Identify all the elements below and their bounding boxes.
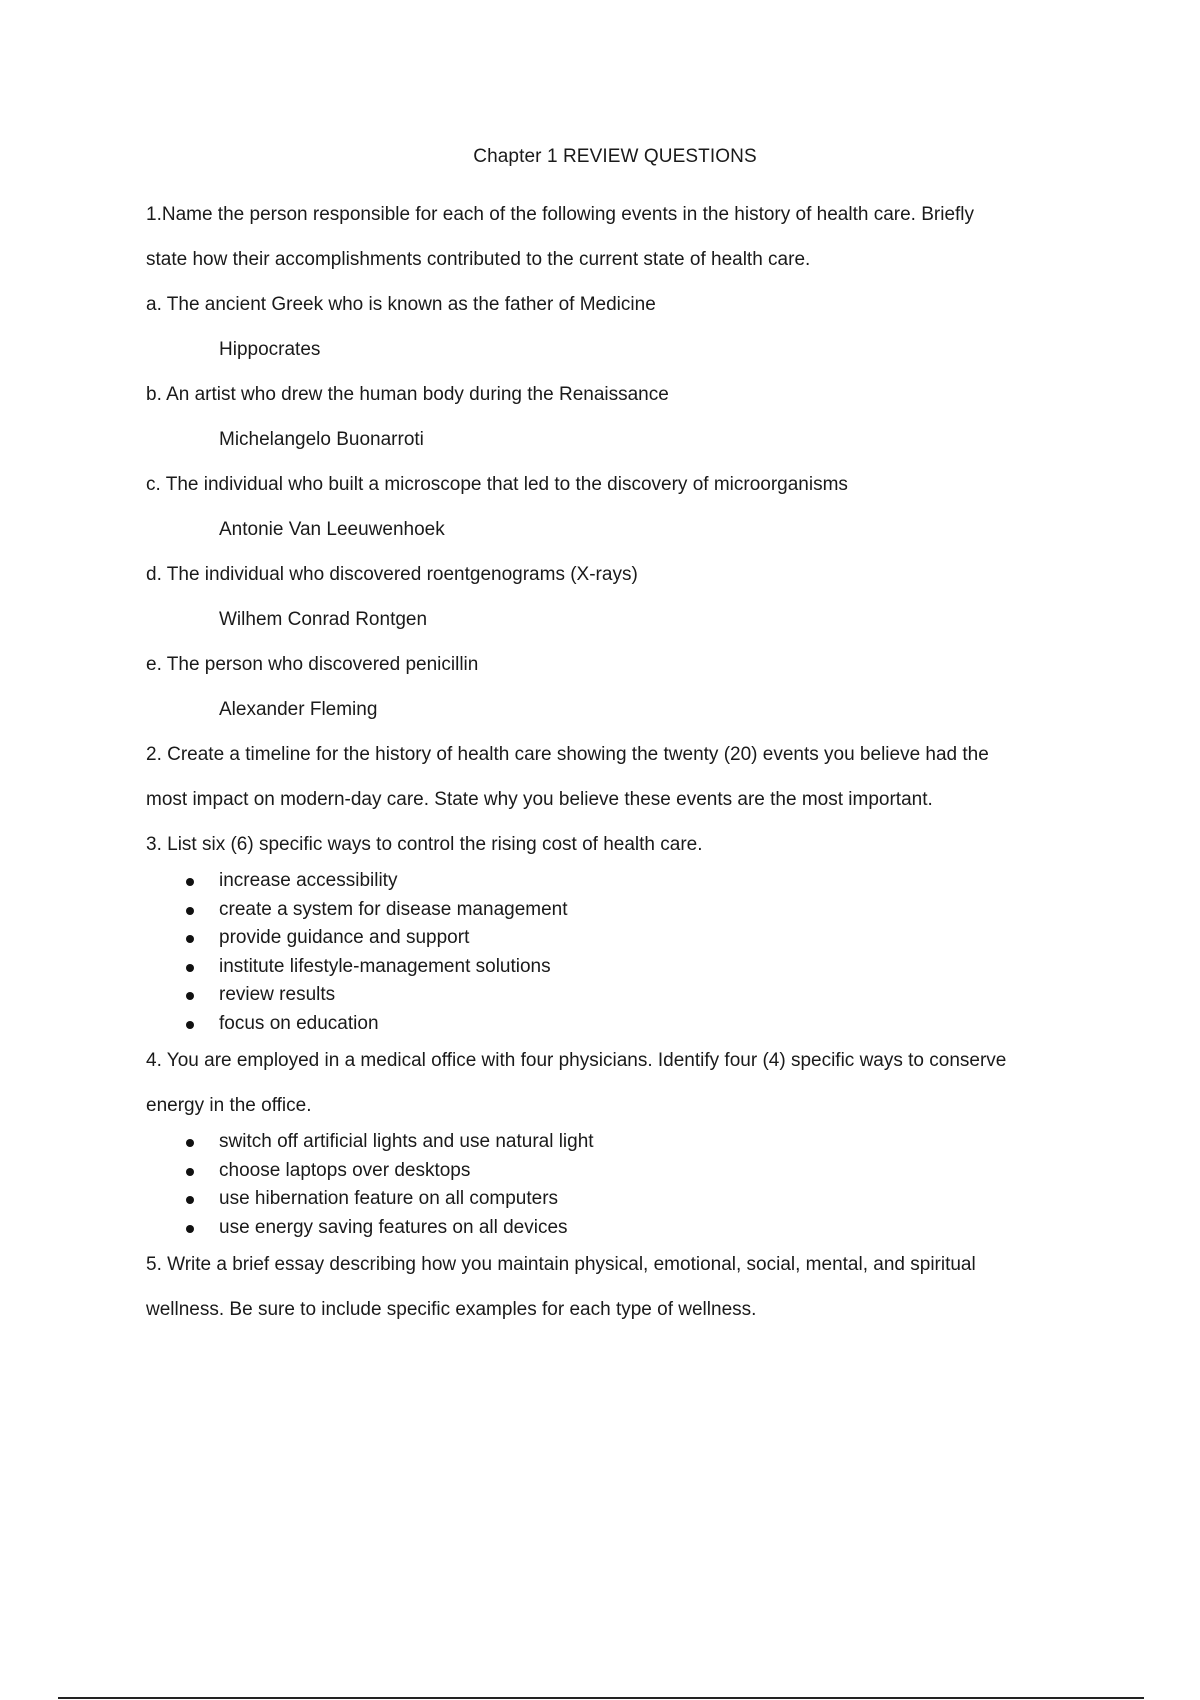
list-item: create a system for disease management: [146, 896, 1096, 925]
question-4: [146, 1038, 1096, 1242]
question-1d-prompt: d. The individual who discovered roentgenograms (X-rays): [146, 564, 638, 585]
question-3-bullet-list: [146, 867, 1096, 1038]
question-4-bullet-list: [146, 1128, 1096, 1242]
footer-divider: [58, 1697, 1144, 1699]
question-5: [146, 1242, 1096, 1332]
list-item: increase accessibility: [146, 867, 1096, 896]
question-1e-prompt: e. The person who discovered penicillin: [146, 654, 479, 675]
question-1b-answer: Michelangelo Buonarroti: [219, 429, 424, 450]
question-1b-prompt: b. An artist who drew the human body during the Renaissance: [146, 384, 669, 405]
question-1e-answer: Alexander Fleming: [219, 699, 378, 720]
list-item: provide guidance and support: [146, 924, 1096, 953]
question-3: [146, 822, 1096, 1038]
question-5-line-1: 5. Write a brief essay describing how you maintain physical, emotional, social, mental, and spiritual: [146, 1254, 976, 1275]
list-item: focus on education: [146, 1010, 1096, 1039]
question-2-line-2: most impact on modern-day care. State why you believe these events are the most important.: [146, 789, 933, 810]
question-1-line-1: 1.Name the person responsible for each of the following events in the history of health care. Briefly: [146, 204, 975, 225]
document-body: [146, 192, 1096, 1332]
question-4-line-1: 4. You are employed in a medical office with four physicians. Identify four (4) specific ways to conserve: [146, 1050, 1007, 1071]
list-item: use hibernation feature on all computers: [146, 1185, 1096, 1214]
list-item: choose laptops over desktops: [146, 1157, 1096, 1186]
question-2: [146, 732, 1096, 822]
question-1: [146, 192, 1096, 732]
question-1c-prompt: c. The individual who built a microscope that led to the discovery of microorganisms: [146, 474, 848, 495]
list-item: institute lifestyle-management solutions: [146, 953, 1096, 982]
question-3-line-1: 3. List six (6) specific ways to control the rising cost of health care.: [146, 834, 703, 855]
question-1c-answer: Antonie Van Leeuwenhoek: [219, 519, 445, 540]
list-item: switch off artificial lights and use natural light: [146, 1128, 1096, 1157]
list-item: use energy saving features on all devices: [146, 1214, 1096, 1243]
question-2-line-1: 2. Create a timeline for the history of health care showing the twenty (20) events you believe had the: [146, 744, 989, 765]
question-1d-answer: Wilhem Conrad Rontgen: [219, 609, 428, 630]
list-item: review results: [146, 981, 1096, 1010]
question-1-line-2: state how their accomplishments contributed to the current state of health care.: [146, 249, 811, 270]
question-5-line-2: wellness. Be sure to include specific examples for each type of wellness.: [146, 1299, 757, 1320]
question-1a-answer: Hippocrates: [219, 339, 321, 360]
question-4-line-2: energy in the office.: [146, 1095, 312, 1116]
page-title: Chapter 1 REVIEW QUESTIONS: [473, 146, 757, 167]
question-1a-prompt: a. The ancient Greek who is known as the father of Medicine: [146, 294, 656, 315]
